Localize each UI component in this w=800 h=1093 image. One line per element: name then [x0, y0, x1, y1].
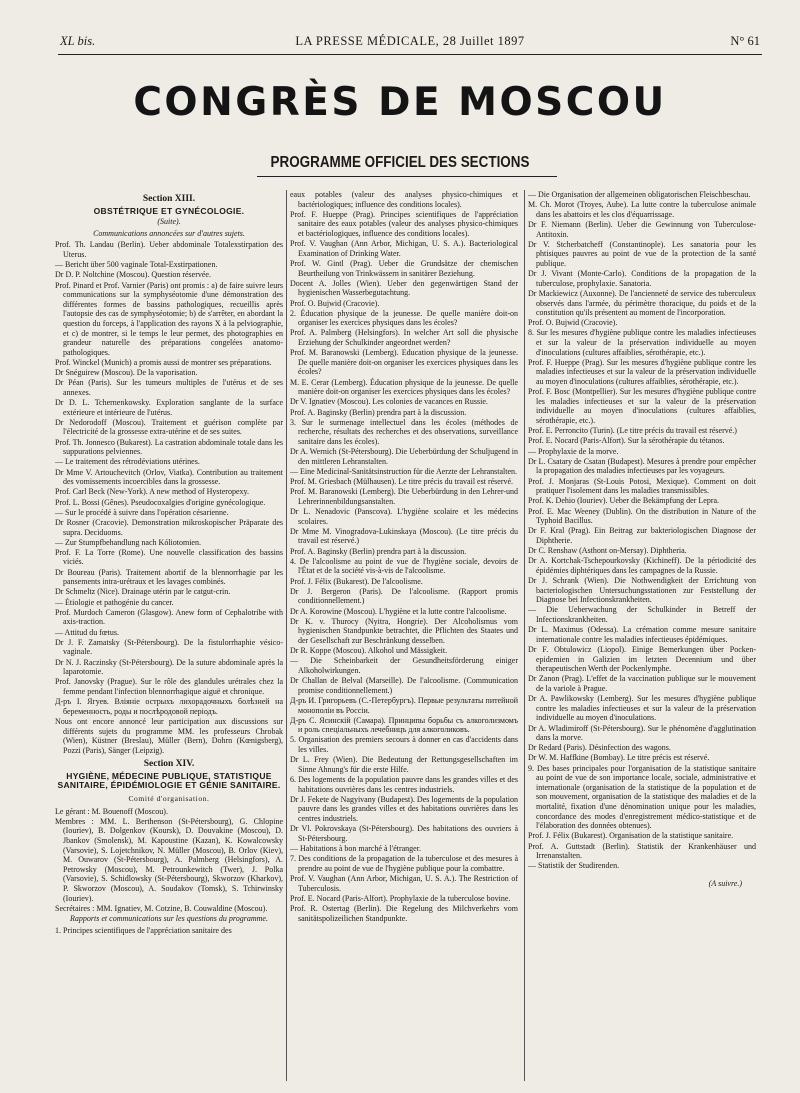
entry: Dr J. Vivant (Monte-Carlo). Conditions de la propagation de la tuberculose, prophylaxie. Sanatoria.	[528, 269, 756, 288]
entry: Dr Péan (Paris). Sur les tumeurs multiples de l'utérus et de ses annexes.	[55, 378, 283, 397]
running-head-center: LA PRESSE MÉDICALE, 28 Juillet 1897	[295, 34, 525, 48]
entry: Dr W. M. Haffkine (Bombay). Le titre précis est réservé.	[528, 753, 710, 763]
entry-list	[55, 240, 283, 755]
entry: Prof. L. Bossi (Gênes). Pseudocoxalgies d'origine gynécologique.	[55, 497, 266, 507]
section-heading: Section XIII.	[142, 194, 196, 204]
entry: 6. Des logements de la population pauvre dans les grandes villes et des habitations ouvrières dans les centres industriels.	[290, 775, 518, 794]
entry: Dr K. v. Thurocy (Nyitra, Hongrie). Der Alcoholismus vom hygienischen Standpunkte betrachtet, die Pflichten des Staates und der Gesellschaft zur Beschränkung desselben.	[290, 616, 518, 645]
entry: Dr L. Csatary de Csatan (Budapest). Mesures à prendre pour empêcher la propagation des maladies infectieuses par les voyageurs.	[528, 456, 756, 476]
entry: Prof. E. Nocard (Paris-Alfort). Prophylaxie de la tuberculose bovine.	[290, 893, 511, 903]
running-head-right: N° 61	[730, 34, 760, 48]
entry: 5. Organisation des premiers secours à donner en cas d'accidents dans les villes.	[290, 735, 518, 755]
entry: 7. Des conditions de la propagation de la tuberculose et des mesures à prendre au point de vue de l'hygiène publique pour la combattre.	[290, 854, 518, 873]
entry: Dr J. Fekete de Nagyivany (Budapest). Des logements de la population pauvre dans les grandes villes et des habitations ouvrières dans les centres industriels.	[290, 794, 518, 823]
entry: Dr V. Stcherbatcheff (Constantinople). Les sanatoria pour les phtisiques pauvres au point de vue de la protection de la santé publique.	[528, 239, 756, 268]
header-rule	[58, 54, 762, 55]
entry: Dr Redard (Paris). Désinfection des wagons.	[528, 743, 671, 753]
entry: Dr Mme M. Vinogradova-Lukinskaya (Moscou). (Le titre précis du travail est réservé.)	[290, 526, 518, 546]
entry: Prof. M. Griesbach (Mülhausen). Le titre précis du travail est réservé.	[290, 477, 514, 487]
section-name: HYGIÈNE, MÉDECINE PUBLIQUE, STATISTIQUE SANITAIRE, ÉPIDÉMIOLOGIE ET GÉNIE SANITAIRE.	[57, 770, 281, 791]
entry: Dr Mme V. Artouchevitch (Orlov, Viatka). Contribution au traitement des vomissements incoercibles dans la grossesse.	[55, 467, 283, 487]
entry: Dr Schmeltz (Nice). Drainage utérin par le catgut-crin.	[55, 587, 231, 597]
entry: Dr F. Niemann (Berlin). Ueber die Gewinnung von Tuberculose-Antitoxin.	[528, 219, 756, 239]
entry: Prof. M. Baranowski (Lemberg). Education physique de la jeunesse. De quelle manière doit-on organiser les exercices physiques dans les écoles?	[290, 348, 518, 377]
entry: Nous ont encore annoncé leur participation aux discussions sur différents sujets du programme MM. les professeurs Chrobak (Wien), Küstner (Breslau), Müller (Bern), Dohrn (Kœnigsberg), Pozzi (Paris), Sänger (Leipzig).	[55, 716, 283, 755]
entry: — Attitud du fœtus.	[55, 627, 120, 637]
question-text: 1. Principes scientifiques de l'appréciation sanitaire des	[55, 925, 232, 935]
entry: Dr Nedorodoff (Moscou). Traitement et guérison complète par l'électricité de la grossesse extra-utérine et de ses suites.	[55, 417, 283, 437]
entry: Prof. A. Guttstadt (Berlin). Statistik der Krankenhäuser und Irrenanstalten.	[528, 841, 756, 861]
entry: — Eine Medicinal-Sanitätsinstruction für die Aerzte der Lehranstalten.	[290, 466, 518, 476]
entry: Dr Boureau (Paris). Traitement abortif de la blennorrhagie par les pansements intra-urétraux et les lavages combinés.	[55, 567, 283, 587]
entry: Prof. Murdoch Cameron (Glasgow). Anew form of Cephalotribe with axis-traction.	[55, 607, 283, 627]
entry: — Prophylaxie de la morve.	[528, 446, 619, 456]
entry: Д-ръ С. Ясинскiй (Самара). Принципы борьбы съ алкоголизмомъ и роль спецiальныхъ лечебницъ для алкоголиковъ.	[290, 715, 518, 735]
entry: — Zur Stumpfbehandlung nach Kóliotomien.	[55, 537, 201, 547]
entry: Dr J. Schrank (Wien). Die Nothwendigkeit der Errichtung von bacteriologischen Untersuchungsstationen zur Feststellung der Diagnose bei Infectionskrankheiten.	[528, 576, 756, 605]
entry: Prof. Carl Beck (New-York). A new method of Hysteropexy.	[55, 487, 249, 497]
page-title: CONGRÈS DE MOSCOU	[133, 80, 667, 125]
committee-heading: Comité d'organisation.	[128, 794, 210, 804]
entry: — Sur le procédé à suivre dans l'opération césarienne.	[55, 507, 229, 517]
entry: Prof. Pinard et Prof. Varnier (Paris) ont promis : a) de faire suivre leurs communications sur la symphyséotomie d'une démonstration des différentes formes de bassins pathologiques, recueillis après l'autopsie des cas de symphyséotomie; b) de s'arrêter, en abordant la question du forceps, à l'application des rayons X à la pelviographie, et c) de montrer, si le temps le leur permet, des photographies en grandeur naturelle des préparations congelées anatomo-pathologiques.	[55, 280, 283, 357]
entry: Prof. J. Monjaras (St-Louis Potosi, Mexique). Comment on doit pratiquer l'isolement dans les maladies transmissibles.	[528, 476, 756, 496]
entry: Dr A. Wernich (St-Pétersbourg). Die Ueberbürdung der Schuljugend in den mittleren Lehranstalten.	[290, 447, 518, 466]
entry: Docent A. Jolles (Wien). Ueber den gegenwärtigen Stand der hygienischen Wasserbegutachtung.	[290, 278, 518, 298]
entry-list	[528, 190, 756, 871]
entry: Prof. F. Hueppe (Prag). Principes scientifiques de l'appréciation sanitaire des eaux potables (valeur des analyses physico-chimiques et bactériologiques, influence des conditions locales).	[290, 209, 518, 238]
entry: 3. Sur le surmenage intellectuel dans les écoles (méthodes de recherche, résultats des recherches et des observations, surveillance sanitaire dans les écoles).	[290, 417, 518, 446]
entry: Prof. J. Félix (Bukarest). Organisation de la statistique sanitaire.	[528, 831, 734, 841]
entry: Dr Mackiewicz (Auxonne). De l'ancienneté de service des tuberculeux observés dans l'armée, du périmètre thoracique, du poids et de la constitution qu'ils présentent au moment de l'incorporation.	[528, 288, 756, 318]
running-head	[60, 34, 760, 52]
entry: Dr R. Koppe (Moscou). Alkohol und Mässigkeit.	[290, 646, 448, 656]
entry: Prof. F. La Torre (Rome). Une nouvelle classification des bassins viciés.	[55, 547, 283, 567]
section-name: OBSTÉTRIQUE ET GYNÉCOLOGIE.	[93, 205, 245, 216]
column-3	[528, 190, 756, 1087]
section-intro: Communications annoncées sur d'autres sujets.	[93, 228, 245, 238]
entry: eaux potables (valeur des analyses physico-chimiques et bactériologiques; influence des conditions locales).	[290, 190, 518, 209]
entry: — Die Scheinbarkeit der Gesundheitsförderung einiger Alkoholwirkungen.	[290, 656, 518, 675]
entry: — Bericht über 500 vaginale Total-Exstirpationen.	[55, 260, 218, 270]
entry: Prof. Th. Landau (Berlin). Ueber abdominale Totalexstirpation des Uterus.	[55, 240, 283, 259]
entry: Prof. A. Baginsky (Berlin) prendra part à la discussion.	[290, 407, 467, 417]
entry: Д-ръ И. Григорьевъ (С.-Петербургъ). Первые результаты питейной монополiи въ Россiи.	[290, 695, 518, 715]
entry: M. Ch. Morot (Troyes, Aube). La lutte contre la tuberculose animale dans les abattoirs et les clos d'équarrissage.	[528, 200, 756, 219]
entry: — Statistik der Studirenden.	[528, 861, 620, 871]
rapports-heading: Rapports et communications sur les questions du programme.	[70, 913, 268, 923]
entry: Prof. V. Vaughan (Ann Arbor, Michigan, U. S. A.). The Restriction of Tuberculosis.	[290, 873, 518, 893]
entry: Prof. K. Dehio (Iouriev). Ueber die Bekämpfung der Lepra.	[528, 496, 720, 506]
entry: Dr Zanon (Prag). L'effet de la vaccination publique sur le mouvement de la variole à Prague.	[528, 674, 756, 693]
entry: Dr A. Korowine (Moscou). L'hygiène et la lutte contre l'alcoolisme.	[290, 606, 507, 616]
entry: Prof. A. Palmberg (Helsingfors). In welcher Art soll die physische Erziehung der Schulkinder angeordnet werden?	[290, 328, 518, 348]
entry: 2. Éducation physique de la jeunesse. De quelle manière doit-on organiser les exercices physiques dans les écoles?	[290, 308, 518, 328]
to-be-continued: (A suivre.)	[708, 878, 742, 888]
subtitle-rule	[257, 176, 557, 177]
entry: Prof. V. Vaughan (Ann Arbor, Michigan, U. S. A.). Bacteriological Examination of Drinking Water.	[290, 239, 518, 258]
entry: Prof. W. Gintl (Prag). Ueber die Grundsätze der chemischen Beurtheilung von Trinkwässern in sanitärer Beziehung.	[290, 258, 518, 278]
entry: Dr J. F. Zamatsky (St-Pétersbourg). De la fistulorrhaphie vésico-vaginale.	[55, 637, 283, 657]
entry: — Le traitement des rétrodéviations utérines.	[55, 457, 200, 467]
entry: Dr F. Kral (Prag). Ein Beitrag zur bakteriologischen Diagnose der Diphtherie.	[528, 526, 756, 545]
entry: Dr Rosner (Cracovie). Demonstration mikroskopischer Präparate des supra. Deciduoms.	[55, 517, 283, 537]
column-2	[290, 190, 518, 1087]
entry: 4. De l'alcoolisme au point de vue de l'hygiène sociale, devoirs de l'État et de la société vis-à-vis de l'alcoolisme.	[290, 556, 518, 576]
entry: Д-ръ I. Ягуев. Влiянiе острыхъ лихорадочныхъ болѣзней на беременность, роды и послѣродовой перiодъ.	[55, 697, 283, 716]
entry: Prof. F. Bosc (Montpellier). Sur les mesures d'hygiène publique contre les maladies infectieuses et sur la valeur de la préservation individuelle au moyen d'inoculations (cultures affaiblies, sérothérapie, etc.).	[528, 387, 756, 425]
entry: — Die Ueberwachung der Schulkinder in Betreff der Infectionskrankheiten.	[528, 605, 756, 624]
entry: Prof. O. Bujwid (Cracovie).	[528, 318, 618, 328]
entry: Dr A. Wladimiroff (St-Pétersbourg). Sur le phénomène d'agglutination dans la morve.	[528, 723, 756, 743]
entry: Prof. E. Mac Weeney (Dublin). On the distribution in Nature of the Typhoid Bacillus.	[528, 506, 756, 526]
column-separator	[286, 190, 287, 1081]
entry: — Habitations à bon marché à l'étranger.	[290, 843, 421, 853]
entry: Le gérant : M. Bouenoff (Moscou).	[55, 806, 168, 816]
entry: Prof. Th. Jonnesco (Bukarest). La castration abdominale totale dans les suppurations pelviennes.	[55, 437, 283, 457]
entry: — Die Organisation der allgemeinen obligatorischen Fleischbeschau.	[528, 190, 751, 199]
entry: M. E. Cerar (Lemberg). Éducation physique de la jeunesse. De quelle manière doit-on organiser les exercices physiques dans les écoles?	[290, 377, 518, 397]
entry: Prof. F. Hueppe (Prag). Sur les mesures d'hygiène publique contre les maladies infectieuses et sur la valeur de la préservation individuelle au moyen d'inoculations (cultures affaiblies, sérothérapie, etc.).	[528, 357, 756, 387]
entry: 9. Des bases principales pour l'organisation de la statistique sanitaire au point de vue de son importance locale, sociale, administrative et internationale (organisation de la statistique de la population et de son mouvement, organisation de la statistique des maladies et de la mortalité, fixation d'une dénomination unique pour les maladies, concordance des modes d'enregistrement médico-statistique et de l'élaboration des données obtenues).	[528, 763, 756, 831]
entry: Dr J. Bergeron (Paris). De l'alcoolisme. (Rapport promis conditionnellement.)	[290, 586, 518, 606]
entry: Dr L. Nenadovic (Panscova). L'hygiène scolaire et les médecins scolaires.	[290, 507, 518, 526]
entry: Dr Vl. Pokrovskaya (St-Pétersbourg). Des habitations des ouvriers à St-Pétersbourg.	[290, 824, 518, 843]
entry: Dr F. Obtulowicz (Liopol). Einige Bemerkungen über Pocken-epidemien in Galizien im letzten Decennium und über therapeutischen Werth der Pockenlymphe.	[528, 644, 756, 674]
entry: Prof. O. Bujwid (Cracovie).	[290, 298, 380, 308]
entry: Dr N. J. Raczinsky (St-Pétersbourg). De la suture abdominale après la laparotomie.	[55, 657, 283, 677]
entry: Secrétaires : MM. Ignatiev, M. Cotzine, B. Couwaldine (Moscou).	[55, 903, 268, 913]
entry: Prof. A. Baginsky (Berlin) prendra part à la discussion.	[290, 546, 467, 556]
entry: Dr A. Kortchak-Tschepourkovsky (Kichineff). De la périodicité des épidémies diphtériques dans les campagnes de la Russie.	[528, 556, 756, 575]
column-1	[55, 190, 283, 1087]
entry: Prof. M. Baranowski (Lemberg). Die Ueberbürdung in den Lehrer-und Lehrerinnenbildungsanstalten.	[290, 487, 518, 506]
entry: Prof. Winckel (Munich) a promis aussi de montrer ses préparations.	[55, 357, 272, 367]
committee-list	[55, 807, 283, 914]
page-subtitle: PROGRAMME OFFICIEL DES SECTIONS	[270, 154, 530, 171]
column-separator	[524, 190, 525, 1081]
entry: Dr D. P. Noltchine (Moscou). Question réservée.	[55, 270, 211, 280]
entry: Membres : MM. L. Berthenson (St-Pétersbourg), G. Chlopine (Iouriev), B. Dolgenkov (Koursk), D. Douvakine (Moscou), D. Jbankov (Smolensk), M. Kapoustine (Kazan), K. Kowalcowsky (Varsovie), S. Lojetchnikov, N. Müller (Moscou), B. Orlov (Kiev), M. Ouwarov (St-Pétersbourg), A. Palmberg (Helsingfors), A. Petrowsky (Moscou), M. Petrounkewitch (Twer), J. Polka (Varsovie), S. Schidlowsky (St-Pétersbourg), Skworzov (Kharkov), P. Skworzov (Moscou), A. Soudakov (Tomsk), S. Tchirwinsky (Iouriev).	[55, 816, 283, 903]
running-head-left: XL bis.	[60, 34, 96, 48]
entry: Prof. E. Nocard (Paris-Alfort). Sur la sérothérapie du tétanos.	[528, 436, 725, 446]
section-suite: (Suite).	[157, 217, 181, 227]
entry: 8. Sur les mesures d'hygiène publique contre les maladies infectieuses et sur la valeur de la préservation individuelle au moyen d'inoculations (cultures affaiblies, sérothérapie, etc.).	[528, 328, 756, 357]
entry: Dr Snéguirew (Moscou). De la vaporisation.	[55, 368, 198, 378]
entry: Dr L. Frey (Wien). Die Bedeutung der Rettungsgesellschaften im Sinne Ahnung's für die erste Hilfe.	[290, 755, 518, 774]
entry: Dr V. Ignatiev (Moscou). Les colonies de vacances en Russie.	[290, 397, 488, 407]
entry: Prof. Janovsky (Prague). Sur le rôle des glandules urétrales chez la femme pendant l'infection blennorrhagique aiguë et chronique.	[55, 677, 283, 696]
entry: — Étiologie et pathogénie du cancer.	[55, 597, 174, 607]
entry: Prof. E. Perroncito (Turin). (Le titre précis du travail est réservé.)	[528, 426, 737, 436]
entry: Dr D. L. Tchernenkowsky. Exploration sanglante de la surface extérieure et intérieure de l'utérus.	[55, 398, 283, 417]
entry: Prof. J. Félix (Bukarest). De l'alcoolisme.	[290, 576, 423, 586]
entry: Prof. R. Ostertag (Berlin). Die Regelung des Milchverkehrs vom sanitätspolizeilichen Standpunkte.	[290, 903, 518, 923]
entry: Dr Challan de Belval (Marseille). De l'alcoolisme. (Communication promise conditionnellement.)	[290, 676, 518, 695]
entry-list	[290, 190, 518, 923]
entry: Dr L. Maximus (Odessa). La crémation comme mesure sanitaire internationale contre les maladies infectieuses épidémiques.	[528, 625, 756, 644]
entry: Dr C. Renshaw (Asthont on-Mersay). Diphtheria.	[528, 546, 687, 556]
section-heading: Section XIV.	[143, 759, 195, 770]
entry: Dr A. Pawlikowsky (Lemberg). Sur les mesures d'hygiène publique contre les maladies infectieuses et sur la valeur de la préservation individuelle au moyen d'inoculations.	[528, 694, 756, 723]
